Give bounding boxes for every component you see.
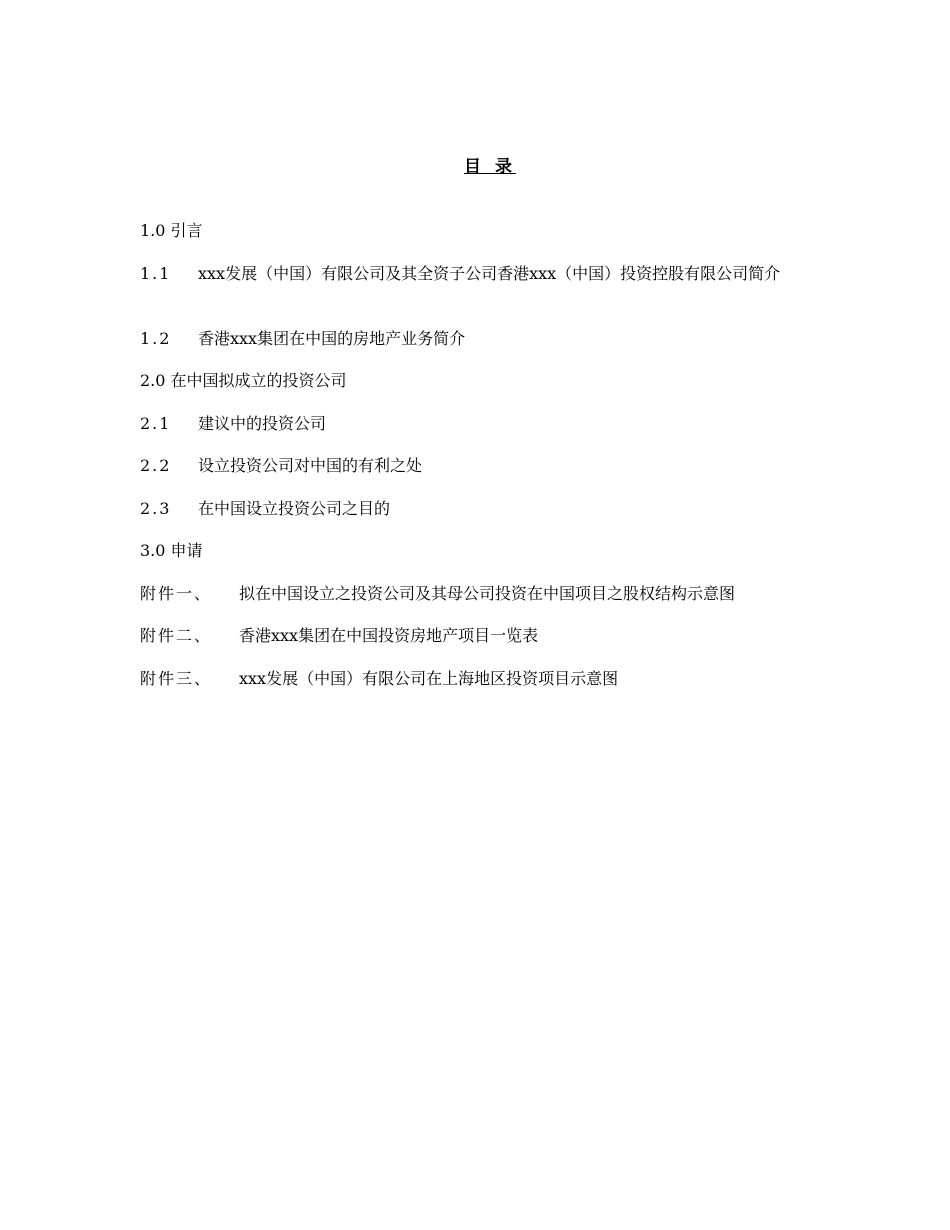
toc-entry-text: 在中国设立投资公司之目的 xyxy=(198,499,391,518)
toc-entry-number: 附件二、 xyxy=(140,626,213,645)
toc-entry-2-0 xyxy=(140,370,860,392)
toc-entry-number: 1.0 xyxy=(140,221,166,240)
toc-entry-text: 设立投资公司对中国的有利之处 xyxy=(198,456,423,475)
toc-entry-number: 2.2 xyxy=(140,456,172,475)
toc-entry-text: 引言 xyxy=(170,221,203,240)
toc-entry-number: 2.1 xyxy=(140,414,172,433)
toc-entry-text: 申请 xyxy=(170,541,203,560)
toc-entry-text: 在中国拟成立的投资公司 xyxy=(170,371,347,390)
toc-entry-text: 拟在中国设立之投资公司及其母公司投资在中国项目之股权结构示意图 xyxy=(239,584,736,603)
toc-entry-number: 2.3 xyxy=(140,499,172,518)
toc-title: 目 录 xyxy=(464,157,516,177)
toc-entry-number: 3.0 xyxy=(140,541,166,560)
toc-entry-text: 香港xxx集团在中国的房地产业务简介 xyxy=(198,329,466,348)
toc-entry-3-0 xyxy=(140,540,860,562)
toc-entry-text: xxx发展（中国）有限公司及其全资子公司香港xxx（中国）投资控股有限公司简介 xyxy=(198,264,781,283)
toc-entry-number: 1.1 xyxy=(140,264,172,283)
toc-entry-text: xxx发展（中国）有限公司在上海地区投资项目示意图 xyxy=(239,669,619,688)
toc-entry-number: 附件一、 xyxy=(140,584,213,603)
toc-entry-number: 附件三、 xyxy=(140,669,213,688)
toc-entry-number: 1.2 xyxy=(140,329,172,348)
toc-entry-text: 建议中的投资公司 xyxy=(198,414,327,433)
toc-entry-number: 2.0 xyxy=(140,371,166,390)
toc-entry-1-0 xyxy=(140,220,860,242)
toc-entry-text: 香港xxx集团在中国投资房地产项目一览表 xyxy=(239,626,539,645)
